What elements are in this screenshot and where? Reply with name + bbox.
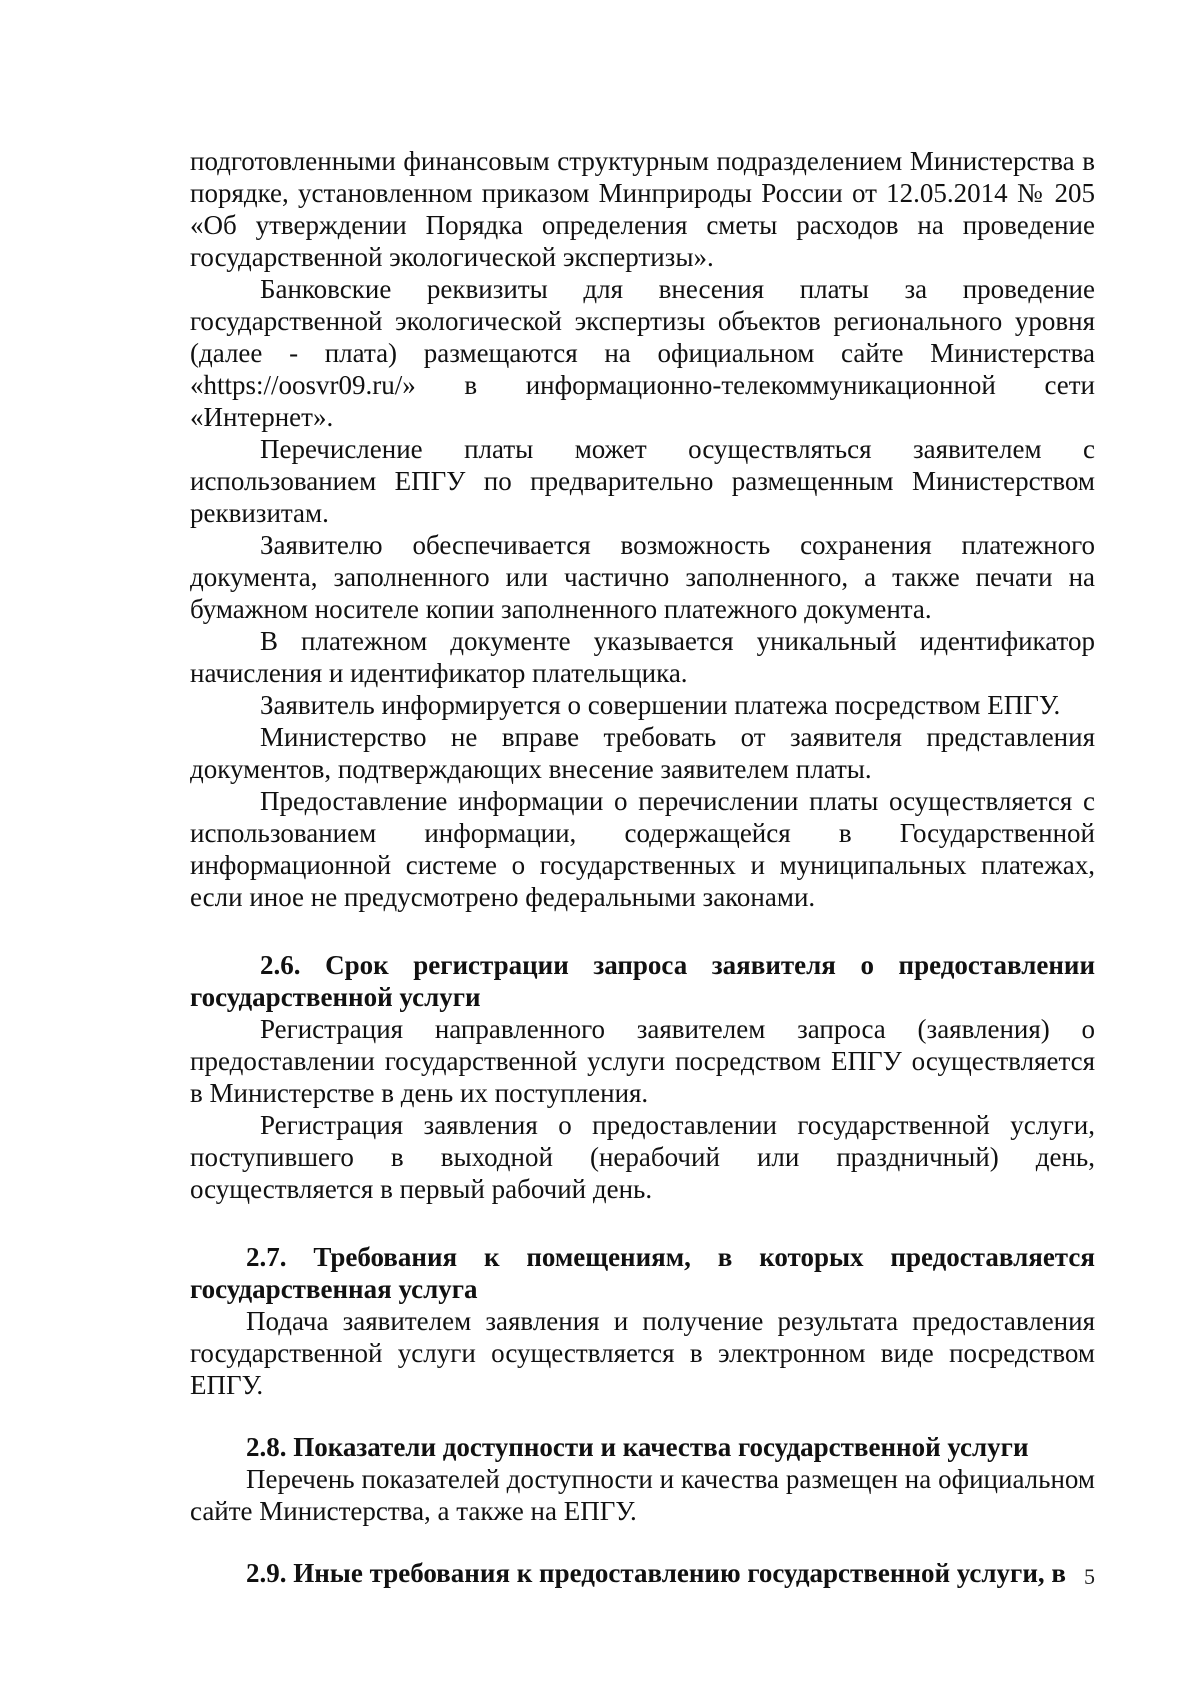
paragraph-no-proof-required: Министерство не вправе требовать от заявителя представления документов, подтверждающих внесение заявителем платы.	[190, 722, 1095, 784]
paragraph-payment-transfer: Перечисление платы может осуществляться заявителем с использованием ЕПГУ по предварительно размещенным Министерством реквизитам.	[190, 434, 1095, 528]
heading-section-2-6: 2.6. Срок регистрации запроса заявителя о предоставлении государственной услуги	[190, 950, 1095, 1012]
page-number: 5	[1084, 1564, 1095, 1589]
paragraph-smeta-order: подготовленными финансовым структурным подразделением Министерства в порядке, установленном приказом Минприроды России от 12.05.2014 № 205 «Об утверждении Порядка определения сметы расходов на проведение государственной экологической экспертизы».	[190, 146, 1095, 272]
spacer	[190, 913, 1095, 949]
paragraph-2-8-indicators: Перечень показателей доступности и качества размещен на официальном сайте Министерства, а также на ЕПГУ.	[190, 1464, 1095, 1526]
spacer	[190, 1401, 1095, 1431]
heading-section-2-7: 2.7. Требования к помещениям, в которых предоставляется государственная услуга	[190, 1242, 1095, 1304]
paragraph-payment-document-save: Заявителю обеспечивается возможность сохранения платежного документа, заполненного или частично заполненного, а также печати на бумажном носителе копии заполненного платежного документа.	[190, 530, 1095, 624]
document-page	[190, 145, 1095, 1589]
heading-section-2-8: 2.8. Показатели доступности и качества государственной услуги	[246, 1432, 1029, 1462]
spacer	[190, 1527, 1095, 1557]
paragraph-gis-gmp: Предоставление информации о перечислении платы осуществляется с использованием информации, содержащейся в Государственной информационной системе о государственных и муниципальных платежах, если иное не предусмотрено федеральными законами.	[190, 786, 1095, 912]
paragraph-bank-details: Банковские реквизиты для внесения платы за проведение государственной экологической экспертизы объектов регионального уровня (далее - плата) размещаются на официальном сайте Министерства «https://oosvr09.ru/» в информационно-телекоммуникационной сети «Интернет».	[190, 274, 1095, 432]
paragraph-unique-identifier: В платежном документе указывается уникальный идентификатор начисления и идентификатор плательщика.	[190, 626, 1095, 688]
heading-section-2-9: 2.9. Иные требования к предоставлению государственной услуги, в	[246, 1558, 1066, 1588]
paragraph-payment-notification: Заявитель информируется о совершении платежа посредством ЕПГУ.	[260, 690, 1061, 720]
paragraph-2-6-holiday-registration: Регистрация заявления о предоставлении государственной услуги, поступившего в выходной (нерабочий или праздничный) день, осуществляется в первый рабочий день.	[190, 1110, 1095, 1204]
paragraph-2-6-registration: Регистрация направленного заявителем запроса (заявления) о предоставлении государственной услуги посредством ЕПГУ осуществляется в Министерстве в день их поступления.	[190, 1014, 1095, 1108]
paragraph-2-7-electronic: Подача заявителем заявления и получение результата предоставления государственной услуги осуществляется в электронном виде посредством ЕПГУ.	[190, 1306, 1095, 1400]
spacer	[190, 1205, 1095, 1241]
